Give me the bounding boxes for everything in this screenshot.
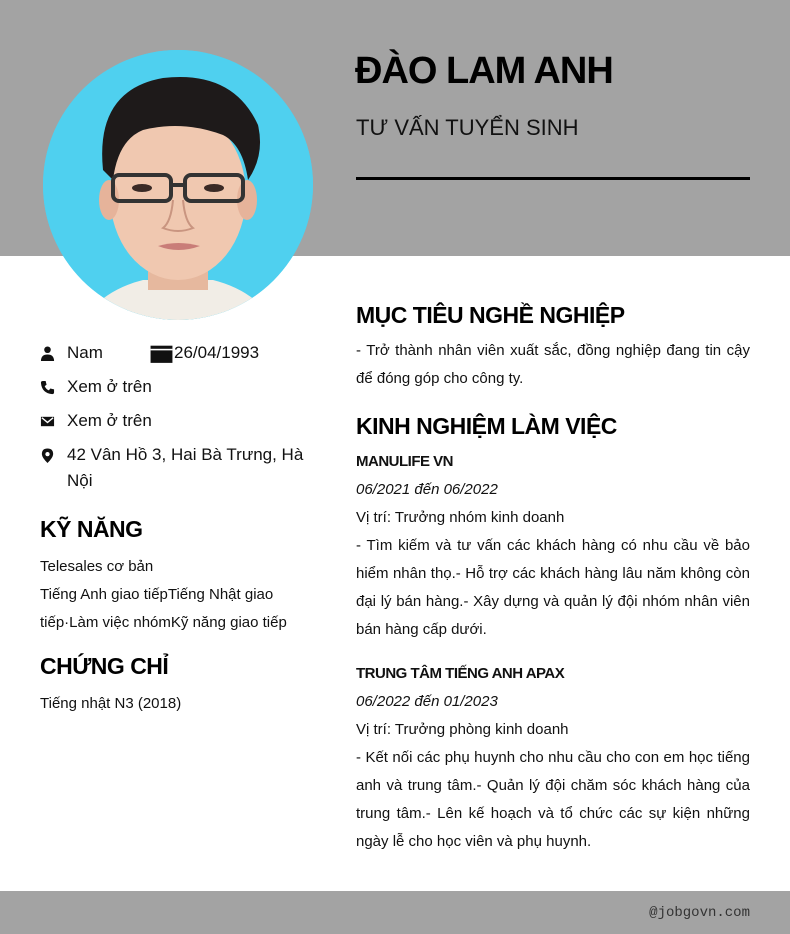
job-description: - Tìm kiếm và tư vấn các khách hàng có nhu cầu về bảo hiểm nhân thọ.- Hỗ trợ các khách hàng lâu năm không còn đại lý bán hàng.- Xây dựng và quản lý đội nhóm nhân viên bán hàng cấp dưới. [356,537,750,638]
calendar-icon [149,340,174,366]
footer-watermark: @jobgovn.com [649,905,750,921]
skills-heading: KỸ NĂNG [40,516,143,542]
candidate-name: ĐÀO LAM ANH [355,50,613,92]
email-row [40,408,315,434]
email-value: Xem ở trên [67,411,152,430]
company-name: MANULIFE VN [356,453,453,470]
left-column [40,340,315,718]
skill-item: Telesales cơ bản [40,558,154,575]
job-position: Vị trí: Trưởng phòng kinh doanh [356,721,569,738]
address-row [40,442,315,494]
title-divider [356,177,750,180]
job-period: 06/2021 đến 06/2022 [356,481,498,498]
certificate-item: Tiếng nhật N3 (2018) [40,695,182,712]
job-entry [356,660,750,856]
phone-row [40,374,315,400]
certificates-list [40,690,315,718]
experience-heading: KINH NGHIỆM LÀM VIỆC [356,413,617,439]
job-entry [356,448,750,644]
objective-text: - Trở thành nhân viên xuất sắc, đồng nghiệp đang tin cậy để đóng góp cho công ty. [356,342,750,387]
user-icon [40,340,67,366]
envelope-icon [40,408,67,434]
address-value: 42 Vân Hồ 3, Hai Bà Trưng, Hà Nội [67,445,304,490]
profile-photo [43,50,313,320]
job-title: TƯ VẤN TUYỂN SINH [356,115,579,140]
phone-value: Xem ở trên [67,377,152,396]
certificates-heading: CHỨNG CHỈ [40,653,169,679]
job-description: - Kết nối các phụ huynh cho nhu cầu cho con em học tiếng anh và trung tâm.- Quản lý đội chăm sóc khách hàng của trung tâm.- Lên kế hoạch và tổ chức các sự kiện những ngày lễ cho học viên và phụ huynh. [356,749,750,850]
phone-icon [40,374,67,400]
job-position: Vị trí: Trưởng nhóm kinh doanh [356,509,565,526]
company-name: TRUNG TÂM TIẾNG ANH APAX [356,665,565,682]
job-period: 06/2022 đến 01/2023 [356,693,498,710]
skills-list [40,553,315,637]
avatar [43,50,313,320]
skill-item: Tiếng Anh giao tiếpTiếng Nhật giao tiếp·Làm việc nhómKỹ năng giao tiếp [40,586,287,631]
map-pin-icon [40,442,67,468]
dob-value: 26/04/1993 [174,343,260,362]
gender-value: Nam [67,343,103,362]
right-column [356,302,750,856]
objective-heading: MỤC TIÊU NGHỀ NGHIỆP [356,302,625,328]
gender-dob-row [40,340,315,366]
